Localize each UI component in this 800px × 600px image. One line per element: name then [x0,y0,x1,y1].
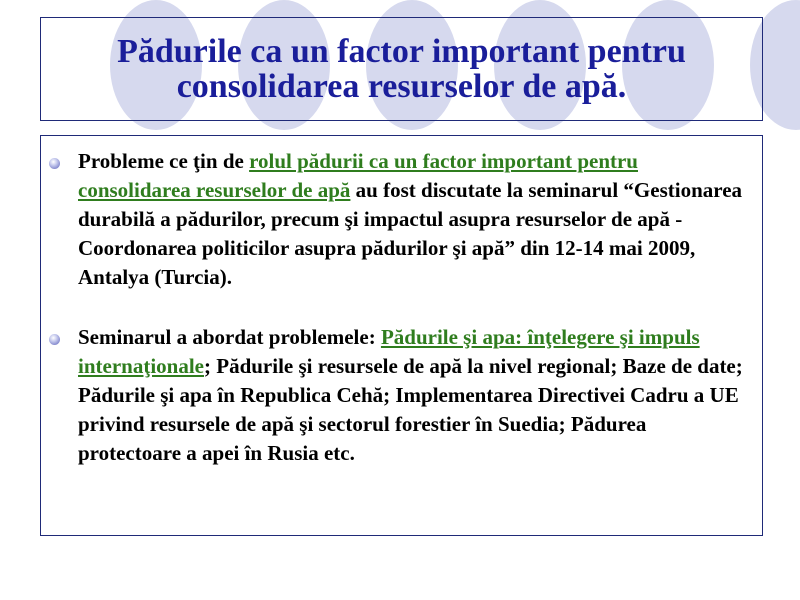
bullet-item-1 [41,147,756,292]
bullet-text-after: au fost discutate la seminarul “Gestionarea durabilă a pădurilor, precum şi impactul asupra resurselor de apă - Coordonarea politicilor asupra pădurilor şi apă” din 12-14 mai 2009, Antalya (Turcia). [78,178,743,289]
bullet-link-forest-role[interactable]: rolul pădurii ca un factor important pentru consolidarea resurselor de apă [78,149,638,202]
bullet-link-forests-water[interactable]: Pădurile şi apa: înţelegere şi impuls internaţionale [78,325,700,378]
title-box [40,17,763,121]
content-box [40,135,763,536]
bullet-text-before: Seminarul a abordat problemele: [78,325,381,349]
slide-title [41,34,762,104]
bullet-item-2 [41,323,756,468]
bullet-marker-icon [49,158,60,169]
bullet-marker-icon [49,334,60,345]
bullet-text-after: ; Pădurile şi resursele de apă la nivel regional; Baze de date; Pădurile şi apa în Republica Cehă; Implementarea Directivei Cadru a UE privind resursele de apă şi sectorul forestier în Suedia; Pădurea protectoare a apei în Rusia etc. [78,354,743,465]
bullet-text [78,147,752,292]
slide-title-line1: Pădurile ca un factor important pentru [117,33,686,70]
bullet-text-before: Probleme ce ţin de [78,149,250,173]
bullet-text [78,323,752,468]
slide-title-line2: consolidarea resurselor de apă. [176,68,627,105]
